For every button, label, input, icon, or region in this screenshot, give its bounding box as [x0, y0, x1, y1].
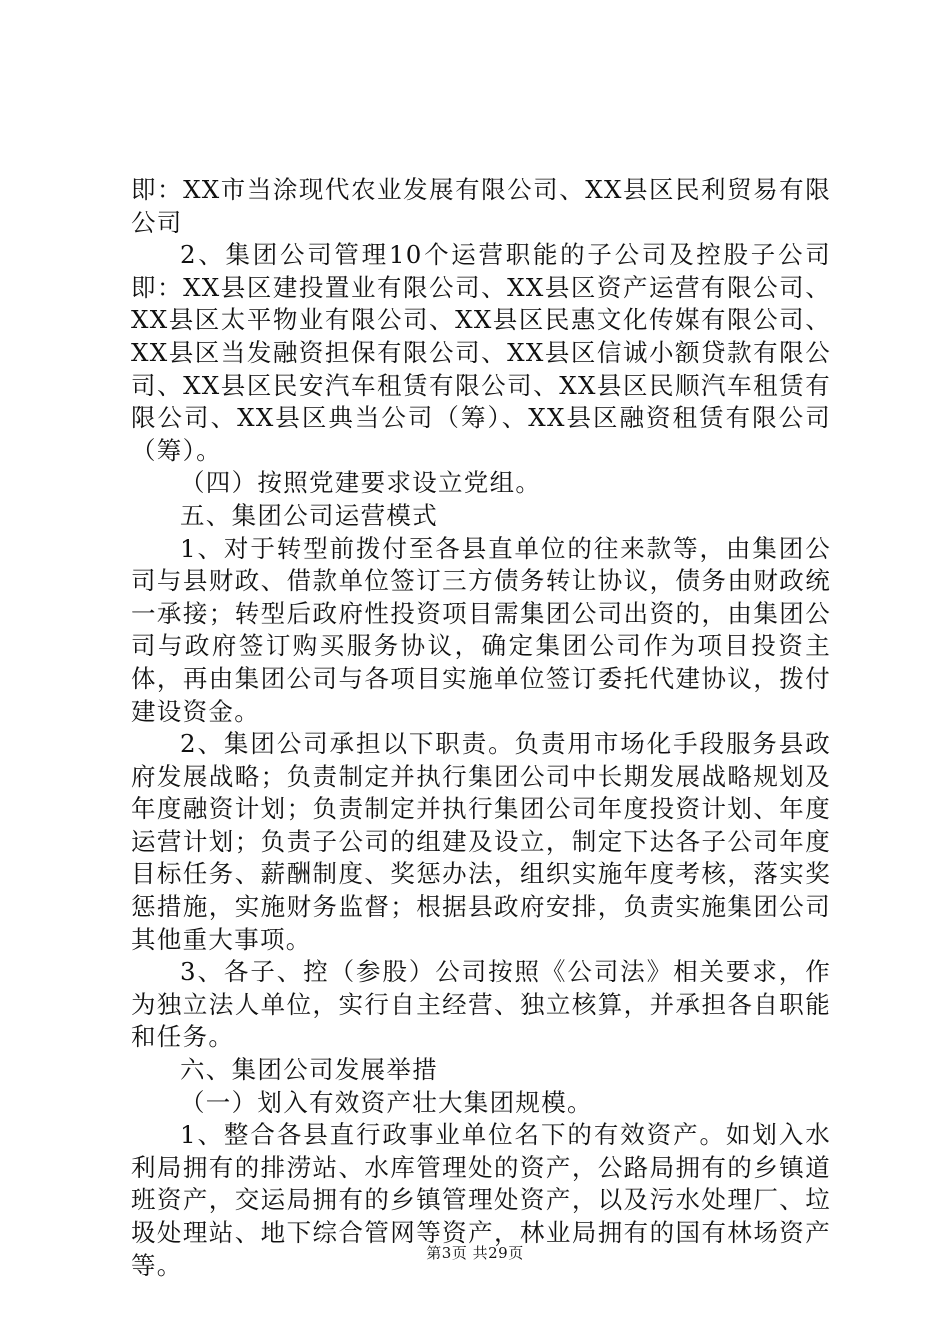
section-heading-development-measures: 六、集团公司发展举措	[180, 1055, 438, 1085]
section-heading-operating-model: 五、集团公司运营模式	[180, 500, 438, 530]
paragraph-duties: 2、集团公司承担以下职责。负责用市场化手段服务县政府发展战略；负责制定并执行集团公司中长期发展战略规划及年度融资计划；负责制定并执行集团公司年度投资计划、年度运营计划；负责子公司的组建及设立，制定下达各子公司年度目标任务、薪酬制度、奖惩办法，组织实施年度考核，落实奖惩措施，实施财务监督；根据县政府安排，负责实施集团公司其他重大事项。	[131, 729, 831, 954]
paragraph-subsidiary-independence: 3、各子、控（参股）公司按照《公司法》相关要求，作为独立法人单位，实行自主经营、独立核算，并承担各自职能和任务。	[131, 957, 831, 1052]
document-body	[131, 174, 831, 1282]
page-number-footer: 第3页 共29页	[426, 1244, 524, 1262]
subheading-asset-transfer: （一）划入有效资产壮大集团规模。	[180, 1087, 593, 1117]
paragraph-debt-transfer: 1、对于转型前拨付至各县直单位的往来款等，由集团公司与县财政、借款单位签订三方债务转让协议，债务由财政统一承接；转型后政府性投资项目需集团公司出资的，由集团公司与政府签订购买服务协议，确定集团公司作为项目投资主体，再由集团公司与各项目实施单位签订委托代建协议，拨付建设资金。	[131, 533, 831, 726]
paragraph-asset-integration: 1、整合各县直行政事业单位名下的有效资产。如划入水利局拥有的排涝站、水库管理处的资产，公路局拥有的乡镇道班资产，交运局拥有的乡镇管理处资产，以及污水处理厂、垃圾处理站、地下综合管网等资产，林业局拥有的国有林场资产等。	[131, 1120, 831, 1280]
paragraph-party-group: （四）按照党建要求设立党组。	[180, 468, 542, 498]
paragraph-company-list-end: 即：XX市当涂现代农业发展有限公司、XX县区民利贸易有限公司	[131, 175, 831, 237]
paragraph-subsidiaries: 2、集团公司管理10个运营职能的子公司及控股子公司即：XX县区建投置业有限公司、XX县区资产运营有限公司、XX县区太平物业有限公司、XX县区民惠文化传媒有限公司、XX县区当发融资担保有限公司、XX县区信诚小额贷款有限公司、XX县区民安汽车租赁有限公司、XX县区民顺汽车租赁有限公司、XX县区典当公司（筹）、XX县区融资租赁有限公司（筹）。	[131, 240, 831, 465]
